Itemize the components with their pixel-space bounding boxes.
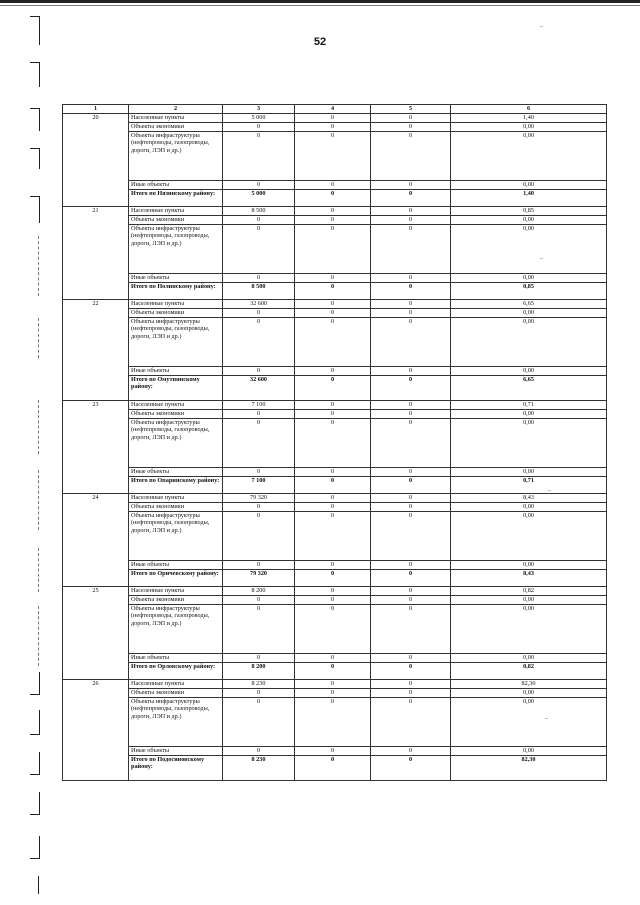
value-cell: 0 [371, 697, 451, 746]
value-cell: 6,65 [451, 299, 607, 308]
total-value-cell: 7 100 [223, 476, 295, 493]
total-value-cell: 1,40 [451, 189, 607, 206]
table-row [63, 467, 607, 476]
value-cell: 0 [223, 122, 295, 131]
total-value-cell: 0 [295, 189, 371, 206]
total-value-cell: 0 [371, 569, 451, 586]
district-total-label: Итого по Орловскому району: [129, 662, 223, 679]
table-row [63, 493, 607, 502]
object-type-cell: Иные объекты [129, 746, 223, 755]
table-row [63, 688, 607, 697]
total-value-cell: 0,71 [451, 476, 607, 493]
value-cell: 0 [223, 688, 295, 697]
binding-mark [30, 108, 40, 131]
table-row [63, 511, 607, 560]
value-cell: 0,85 [451, 206, 607, 215]
header-cell: 3 [223, 105, 295, 114]
table-row [63, 308, 607, 317]
value-cell: 0 [371, 688, 451, 697]
total-value-cell: 0,85 [451, 282, 607, 299]
value-cell: 0 [295, 131, 371, 180]
value-cell: 0,00 [451, 180, 607, 189]
object-type-cell: Населенные пункты [129, 299, 223, 308]
value-cell: 0,82 [451, 586, 607, 595]
value-cell: 0 [371, 418, 451, 467]
binding-mark [30, 196, 40, 223]
value-cell: 0,00 [451, 653, 607, 662]
object-type-cell: Объекты экономики [129, 502, 223, 511]
total-value-cell: 82,30 [451, 755, 607, 780]
value-cell: 0 [371, 113, 451, 122]
table-row [63, 679, 607, 688]
value-cell: 0,00 [451, 131, 607, 180]
value-cell: 5 000 [223, 113, 295, 122]
header-cell: 1 [63, 105, 129, 114]
table-row [63, 366, 607, 375]
table-row [63, 224, 607, 273]
total-value-cell: 0 [371, 282, 451, 299]
binding-line [38, 548, 39, 592]
object-type-cell: Объекты экономики [129, 409, 223, 418]
value-cell: 8,43 [451, 493, 607, 502]
data-table [62, 104, 607, 781]
value-cell: 0 [371, 586, 451, 595]
total-value-cell: 6,65 [451, 375, 607, 400]
binding-line [38, 470, 39, 530]
value-cell: 0 [371, 206, 451, 215]
table-row [63, 560, 607, 569]
header-cell: 2 [129, 105, 223, 114]
total-value-cell: 0 [371, 189, 451, 206]
value-cell: 0 [295, 180, 371, 189]
table-row [63, 131, 607, 180]
value-cell: 0 [295, 586, 371, 595]
object-type-cell: Объекты инфраструктуры (нефтепроводы, газопроводы, дороги, ЛЭП и др.) [129, 131, 223, 180]
value-cell: 0 [371, 317, 451, 366]
value-cell: 0 [371, 131, 451, 180]
object-type-cell: Иные объекты [129, 273, 223, 282]
value-cell: 0 [223, 746, 295, 755]
value-cell: 0 [371, 467, 451, 476]
table-header-row [63, 105, 607, 114]
value-cell: 0 [371, 604, 451, 653]
binding-mark [30, 710, 40, 735]
value-cell: 0 [295, 122, 371, 131]
object-type-cell: Населенные пункты [129, 679, 223, 688]
table-row [63, 662, 607, 679]
value-cell: 0 [295, 653, 371, 662]
table-row [63, 180, 607, 189]
value-cell: 0 [295, 679, 371, 688]
value-cell: 0 [295, 560, 371, 569]
object-type-cell: Населенные пункты [129, 400, 223, 409]
total-value-cell: 8 200 [223, 662, 295, 679]
value-cell: 0 [371, 560, 451, 569]
value-cell: 0,00 [451, 604, 607, 653]
value-cell: 0,00 [451, 746, 607, 755]
value-cell: 0,00 [451, 308, 607, 317]
object-type-cell: Объекты инфраструктуры (нефтепроводы, газопроводы, дороги, ЛЭП и др.) [129, 697, 223, 746]
district-number-cell: 20 [63, 113, 129, 206]
table-row [63, 206, 607, 215]
value-cell: 0 [295, 467, 371, 476]
object-type-cell: Объекты инфраструктуры (нефтепроводы, газопроводы, дороги, ЛЭП и др.) [129, 224, 223, 273]
total-value-cell: 0 [295, 282, 371, 299]
table-row [63, 375, 607, 400]
table-row [63, 189, 607, 206]
district-number-cell: 26 [63, 679, 129, 780]
value-cell: 0 [295, 746, 371, 755]
value-cell: 0 [295, 113, 371, 122]
value-cell: 0 [223, 697, 295, 746]
value-cell: 0 [295, 206, 371, 215]
table-row [63, 746, 607, 755]
value-cell: 0 [295, 308, 371, 317]
object-type-cell: Населенные пункты [129, 206, 223, 215]
value-cell: 0 [371, 595, 451, 604]
value-cell: 0,00 [451, 467, 607, 476]
object-type-cell: Иные объекты [129, 467, 223, 476]
value-cell: 0 [223, 409, 295, 418]
value-cell: 0 [371, 273, 451, 282]
value-cell: 0 [223, 224, 295, 273]
header-cell: 6 [451, 105, 607, 114]
value-cell: 0 [371, 400, 451, 409]
object-type-cell: Объекты экономики [129, 688, 223, 697]
object-type-cell: Объекты инфраструктуры (нефтепроводы, газопроводы, дороги, ЛЭП и др.) [129, 418, 223, 467]
object-type-cell: Иные объекты [129, 366, 223, 375]
value-cell: 0,00 [451, 122, 607, 131]
value-cell: 0 [371, 224, 451, 273]
total-value-cell: 8,43 [451, 569, 607, 586]
value-cell: 0 [295, 688, 371, 697]
value-cell: 0 [371, 180, 451, 189]
object-type-cell: Объекты инфраструктуры (нефтепроводы, газопроводы, дороги, ЛЭП и др.) [129, 317, 223, 366]
district-total-label: Итого по Нолинскому району: [129, 282, 223, 299]
value-cell: 0 [371, 122, 451, 131]
total-value-cell: 0,82 [451, 662, 607, 679]
value-cell: 7 100 [223, 400, 295, 409]
value-cell: 0 [371, 746, 451, 755]
district-total-label: Итого по Оричевскому району: [129, 569, 223, 586]
value-cell: 0 [223, 180, 295, 189]
value-cell: 32 600 [223, 299, 295, 308]
total-value-cell: 0 [295, 375, 371, 400]
object-type-cell: Объекты инфраструктуры (нефтепроводы, газопроводы, дороги, ЛЭП и др.) [129, 604, 223, 653]
binding-mark [30, 752, 40, 775]
total-value-cell: 0 [295, 476, 371, 493]
district-number-cell: 23 [63, 400, 129, 493]
value-cell: 0 [223, 502, 295, 511]
value-cell: 0 [295, 317, 371, 366]
table-row [63, 755, 607, 780]
table-row [63, 273, 607, 282]
table-row [63, 317, 607, 366]
object-type-cell: Объекты экономики [129, 595, 223, 604]
table-row [63, 282, 607, 299]
district-number-cell: 21 [63, 206, 129, 299]
object-type-cell: Объекты экономики [129, 215, 223, 224]
value-cell: 0,00 [451, 224, 607, 273]
value-cell: 0 [223, 131, 295, 180]
object-type-cell: Иные объекты [129, 560, 223, 569]
value-cell: 79 320 [223, 493, 295, 502]
total-value-cell: 32 600 [223, 375, 295, 400]
table-row [63, 113, 607, 122]
table-row [63, 409, 607, 418]
binding-mark [30, 672, 40, 695]
district-number-cell: 24 [63, 493, 129, 586]
value-cell: 0 [223, 215, 295, 224]
value-cell: 0,00 [451, 502, 607, 511]
value-cell: 0 [371, 366, 451, 375]
binding-mark [30, 148, 40, 169]
value-cell: 0 [295, 493, 371, 502]
table-row [63, 400, 607, 409]
total-value-cell: 0 [295, 569, 371, 586]
value-cell: 0 [223, 317, 295, 366]
total-value-cell: 0 [371, 662, 451, 679]
value-cell: 0 [223, 308, 295, 317]
value-cell: 0,00 [451, 317, 607, 366]
total-value-cell: 5 000 [223, 189, 295, 206]
value-cell: 1,40 [451, 113, 607, 122]
object-type-cell: Объекты инфраструктуры (нефтепроводы, газопроводы, дороги, ЛЭП и др.) [129, 511, 223, 560]
page-number: 52 [313, 36, 327, 48]
value-cell: 0,00 [451, 560, 607, 569]
header-cell: 4 [295, 105, 371, 114]
total-value-cell: 8 500 [223, 282, 295, 299]
table-body [63, 105, 607, 781]
value-cell: 0,00 [451, 595, 607, 604]
value-cell: 8 200 [223, 586, 295, 595]
district-number-cell: 25 [63, 586, 129, 679]
total-value-cell: 0 [295, 755, 371, 780]
value-cell: 0,00 [451, 697, 607, 746]
value-cell: 0 [371, 679, 451, 688]
table-row [63, 418, 607, 467]
value-cell: 0 [223, 595, 295, 604]
district-total-label: Итого по Омутнинскому району: [129, 375, 223, 400]
value-cell: 0 [371, 308, 451, 317]
value-cell: 0,00 [451, 688, 607, 697]
value-cell: 0,71 [451, 400, 607, 409]
value-cell: 0 [295, 273, 371, 282]
value-cell: 0 [223, 653, 295, 662]
table-row [63, 476, 607, 493]
value-cell: 0,00 [451, 511, 607, 560]
value-cell: 0 [295, 502, 371, 511]
binding-line [38, 400, 39, 454]
value-cell: 8 500 [223, 206, 295, 215]
value-cell: 0,00 [451, 418, 607, 467]
binding-mark [30, 836, 40, 859]
top-rule-thin [0, 5, 640, 6]
table-row [63, 122, 607, 131]
object-type-cell: Населенные пункты [129, 493, 223, 502]
object-type-cell: Населенные пункты [129, 113, 223, 122]
binding-mark [30, 792, 40, 815]
district-number-cell: 22 [63, 299, 129, 400]
value-cell: 0 [223, 511, 295, 560]
binding-line [38, 606, 39, 666]
total-value-cell: 0 [371, 476, 451, 493]
table-row [63, 502, 607, 511]
object-type-cell: Иные объекты [129, 180, 223, 189]
binding-line [38, 318, 39, 358]
binding-line [38, 876, 39, 894]
value-cell: 0 [295, 418, 371, 467]
value-cell: 0 [223, 418, 295, 467]
total-value-cell: 79 320 [223, 569, 295, 586]
object-type-cell: Населенные пункты [129, 586, 223, 595]
value-cell: 0 [371, 511, 451, 560]
table-row [63, 586, 607, 595]
value-cell: 0,00 [451, 273, 607, 282]
object-type-cell: Объекты экономики [129, 308, 223, 317]
value-cell: 0 [371, 653, 451, 662]
value-cell: 0 [371, 502, 451, 511]
table-row [63, 653, 607, 662]
value-cell: 0 [371, 409, 451, 418]
value-cell: 0 [295, 366, 371, 375]
value-cell: 0 [295, 400, 371, 409]
value-cell: 0 [371, 299, 451, 308]
value-cell: 0 [371, 493, 451, 502]
table-row [63, 697, 607, 746]
value-cell: 0,00 [451, 366, 607, 375]
district-total-label: Итого по Опаринскому району: [129, 476, 223, 493]
value-cell: 0 [371, 215, 451, 224]
total-value-cell: 0 [371, 375, 451, 400]
value-cell: 0,00 [451, 409, 607, 418]
value-cell: 0 [295, 299, 371, 308]
table-row [63, 604, 607, 653]
top-rule [0, 0, 640, 3]
table-row [63, 595, 607, 604]
value-cell: 0 [295, 215, 371, 224]
binding-margin [30, 0, 44, 905]
binding-line [38, 236, 39, 296]
value-cell: 8 230 [223, 679, 295, 688]
table-row [63, 215, 607, 224]
value-cell: 0 [295, 224, 371, 273]
scan-speck [540, 26, 543, 27]
object-type-cell: Иные объекты [129, 653, 223, 662]
value-cell: 0 [223, 273, 295, 282]
binding-mark [30, 62, 40, 87]
value-cell: 0 [295, 604, 371, 653]
value-cell: 0,00 [451, 215, 607, 224]
total-value-cell: 0 [371, 755, 451, 780]
object-type-cell: Объекты экономики [129, 122, 223, 131]
value-cell: 0 [223, 467, 295, 476]
table-row [63, 569, 607, 586]
table-row [63, 299, 607, 308]
value-cell: 82,30 [451, 679, 607, 688]
value-cell: 0 [223, 366, 295, 375]
value-cell: 0 [295, 697, 371, 746]
value-cell: 0 [223, 560, 295, 569]
header-cell: 5 [371, 105, 451, 114]
value-cell: 0 [295, 409, 371, 418]
district-total-label: Итого по Нязинскому району: [129, 189, 223, 206]
district-total-label: Итого по Подосиновскому району: [129, 755, 223, 780]
value-cell: 0 [295, 511, 371, 560]
total-value-cell: 8 230 [223, 755, 295, 780]
total-value-cell: 0 [295, 662, 371, 679]
value-cell: 0 [295, 595, 371, 604]
value-cell: 0 [223, 604, 295, 653]
